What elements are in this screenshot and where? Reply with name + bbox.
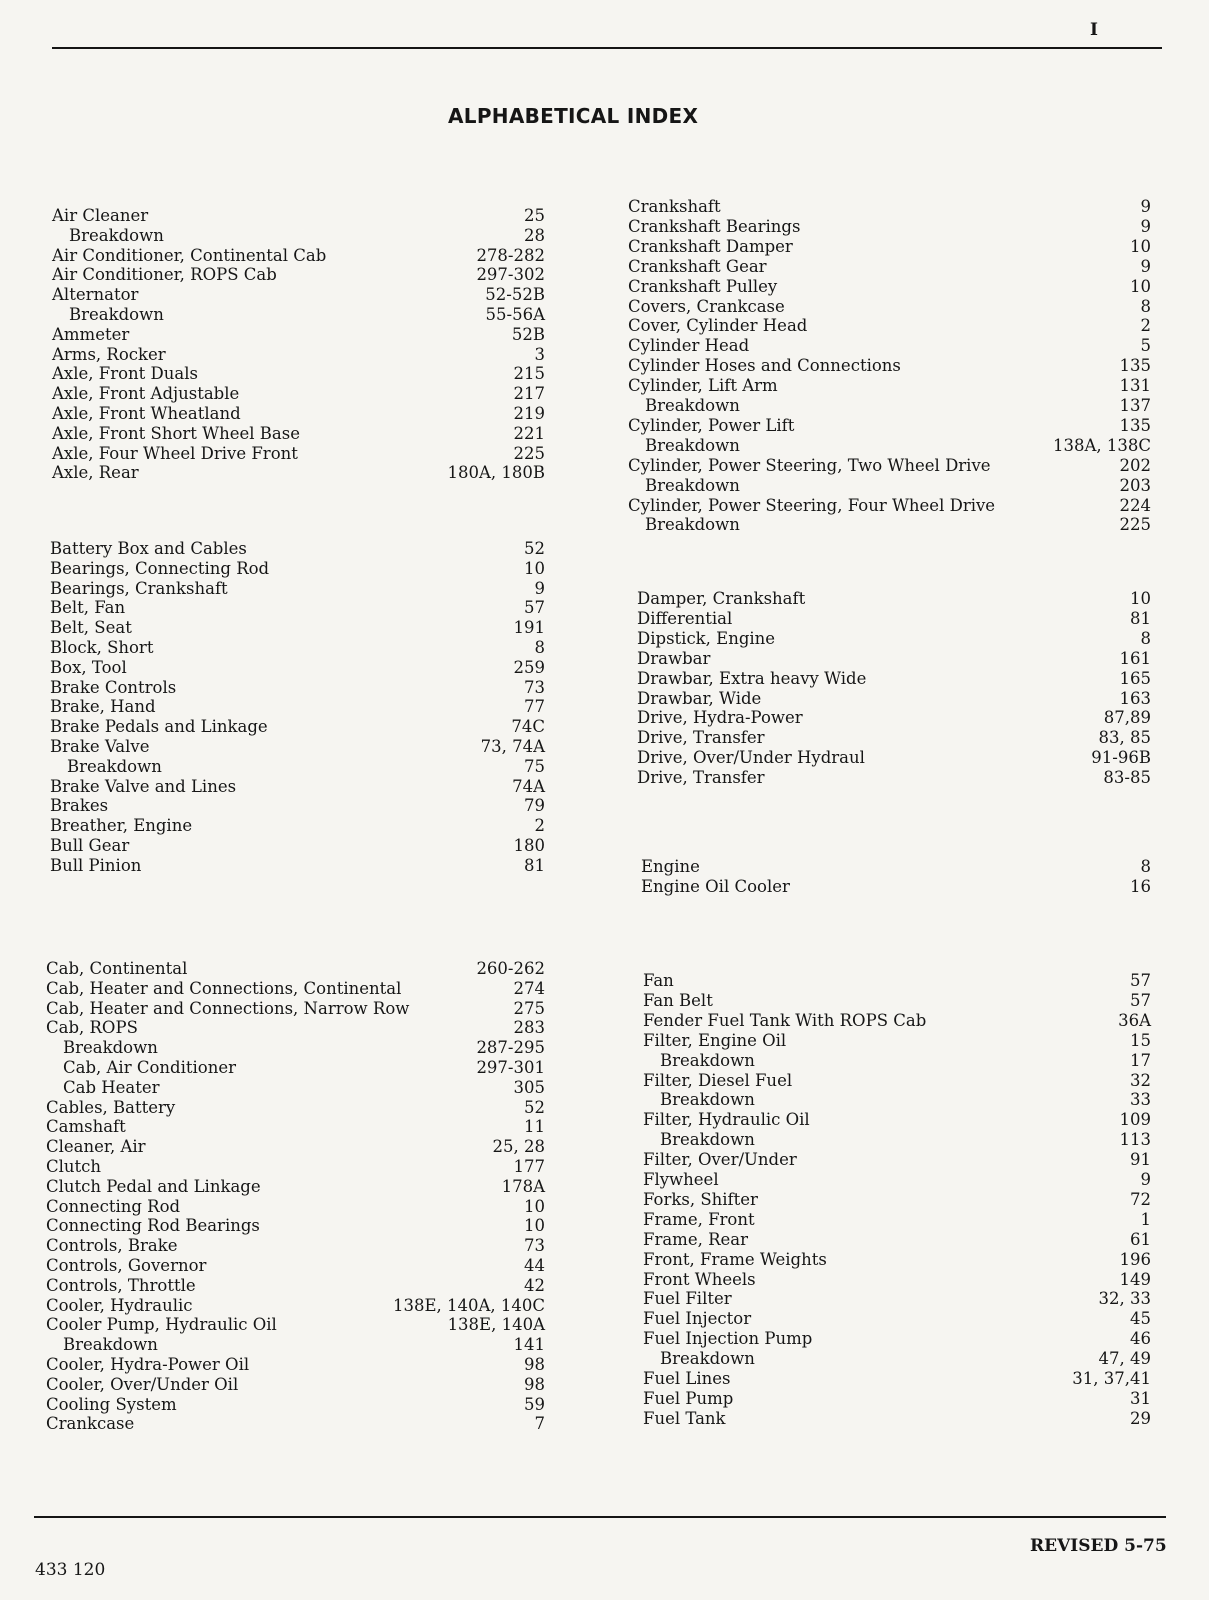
entry-pages: 2 [534, 816, 545, 836]
entry-label: Fuel Lines [643, 1369, 731, 1388]
entry-label: Air Cleaner [52, 206, 149, 225]
entry-label: Cylinder, Lift Arm [628, 376, 778, 396]
entry-label: Breakdown [645, 435, 740, 455]
entry-pages: 178A [501, 1176, 545, 1196]
entry-label: Forks, Shifter [643, 1189, 758, 1209]
entry-label: Drawbar, Extra heavy Wide [637, 668, 867, 688]
entry-label: Breakdown [67, 756, 162, 776]
entry-label: Fuel Filter [643, 1289, 732, 1309]
entry-pages: 77 [524, 697, 545, 717]
entry-pages: 259 [513, 657, 545, 677]
entry-pages: 73, 74A [480, 737, 545, 756]
entry-pages: 135 [1119, 356, 1151, 376]
entry-pages: 221 [513, 423, 545, 443]
entry-pages: 1 [1140, 1209, 1151, 1229]
entry-pages: 10 [524, 558, 545, 578]
entry-pages: 73 [524, 677, 545, 697]
entry-pages: 113 [1119, 1130, 1151, 1150]
entry-pages: 79 [524, 796, 545, 816]
entry-label: Crankshaft [628, 197, 721, 216]
entry-label: Drawbar, Wide [637, 688, 762, 708]
entry-pages: 87,89 [1103, 708, 1151, 728]
entry-pages: 203 [1119, 475, 1151, 495]
entry-pages: 91 [1130, 1150, 1151, 1170]
entry-label: Drive, Transfer [637, 768, 765, 788]
entry-label: Axle, Front Short Wheel Base [52, 423, 300, 443]
entry-label: Alternator [52, 285, 139, 305]
entry-pages: 161 [1119, 648, 1151, 668]
entry-label: Cylinder Head [628, 336, 750, 356]
entry-label: Drive, Hydra-Power [637, 708, 803, 728]
entry-label: Connecting Rod [46, 1196, 181, 1216]
page-title: ALPHABETICAL INDEX [448, 104, 699, 128]
entry-pages: 8 [534, 638, 545, 657]
entry-label: Frame, Front [643, 1209, 755, 1229]
entry-label: Dipstick, Engine [637, 628, 776, 648]
entry-label: Axle, Rear [52, 463, 139, 483]
entry-pages: 260-262 [476, 959, 545, 978]
entry-pages: 138E, 140A [447, 1315, 545, 1335]
entry-pages: 217 [513, 384, 545, 404]
entry-pages: 163 [1119, 688, 1151, 708]
top-rule [52, 47, 1162, 49]
entry-label: Air Conditioner, Continental Cab [52, 245, 327, 265]
entry-label: Cab, Air Conditioner [63, 1058, 236, 1077]
entry-pages: 81 [524, 855, 545, 875]
entry-pages: 8 [1140, 857, 1151, 876]
entry-label: Cylinder Hoses and Connections [628, 356, 901, 376]
entry-pages: 36A [1118, 1010, 1151, 1030]
entry-pages: 305 [513, 1077, 545, 1097]
entry-pages: 61 [1130, 1229, 1151, 1249]
entry-label: Cab, Heater and Connections, Narrow Row [46, 998, 410, 1018]
entry-label: Connecting Rod Bearings [46, 1216, 260, 1236]
entry-label: Front, Frame Weights [643, 1249, 827, 1269]
entry-pages: 52 [524, 539, 545, 558]
entry-label: Crankshaft Damper [628, 236, 793, 256]
entry-pages: 149 [1119, 1269, 1151, 1289]
entry-pages: 8 [1140, 296, 1151, 316]
entry-label: Bull Gear [50, 836, 130, 855]
entry-label: Breakdown [69, 305, 164, 324]
entry-pages: 141 [513, 1335, 545, 1355]
entry-label: Fuel Injector [643, 1309, 752, 1329]
entry-label: Cab, Heater and Connections, Continental [46, 978, 402, 998]
entry-label: Breakdown [645, 396, 740, 415]
entry-pages: 29 [1130, 1408, 1151, 1428]
entry-label: Fuel Tank [643, 1408, 726, 1428]
entry-pages: 45 [1130, 1309, 1151, 1329]
entry-label: Breakdown [660, 1090, 755, 1110]
entry-pages: 47, 49 [1098, 1349, 1151, 1369]
entry-label: Fuel Injection Pump [643, 1329, 813, 1349]
entry-label: Axle, Front Duals [52, 364, 198, 384]
entry-label: Cover, Cylinder Head [628, 316, 808, 336]
entry-pages: 75 [524, 756, 545, 776]
entry-label: Fuel Pump [643, 1388, 734, 1408]
entry-pages: 73 [524, 1236, 545, 1256]
entry-pages: 9 [1140, 197, 1151, 216]
entry-label: Breakdown [63, 1038, 158, 1058]
entry-pages: 52 [524, 1097, 545, 1117]
entry-pages: 83, 85 [1098, 728, 1151, 748]
entry-label: Fan [643, 971, 674, 990]
entry-label: Bull Pinion [50, 855, 142, 875]
entry-label: Breakdown [660, 1050, 755, 1070]
entry-pages: 98 [524, 1374, 545, 1394]
entry-label: Belt, Seat [50, 618, 132, 638]
entry-label: Drive, Over/Under Hydraul [637, 748, 865, 768]
entry-label: Block, Short [50, 638, 154, 657]
entry-label: Covers, Crankcase [628, 296, 785, 316]
entry-label: Filter, Engine Oil [643, 1030, 787, 1050]
entry-pages: 9 [1140, 1170, 1151, 1189]
entry-label: Filter, Diesel Fuel [643, 1070, 793, 1090]
entry-label: Arms, Rocker [52, 344, 166, 364]
entry-pages: 297-301 [476, 1058, 545, 1077]
entry-pages: 180A, 180B [447, 463, 545, 483]
entry-pages: 225 [513, 443, 545, 463]
entry-pages: 15 [1130, 1030, 1151, 1050]
entry-pages: 52B [511, 324, 545, 344]
entry-label: Cylinder, Power Steering, Two Wheel Drive [628, 455, 991, 475]
entry-label: Drawbar [637, 648, 711, 668]
revision-note: REVISED 5-75 [1030, 1536, 1167, 1556]
entry-label: Clutch Pedal and Linkage [46, 1176, 261, 1196]
entry-pages: 137 [1119, 396, 1151, 415]
entry-pages: 275 [513, 998, 545, 1018]
entry-pages: 196 [1119, 1249, 1151, 1269]
entry-label: Cylinder, Power Lift [628, 415, 795, 435]
entry-pages: 57 [524, 598, 545, 618]
entry-label: Brakes [50, 796, 109, 816]
entry-label: Damper, Crankshaft [637, 589, 806, 608]
entry-pages: 11 [524, 1117, 545, 1137]
entry-pages: 8 [1140, 628, 1151, 648]
entry-pages: 7 [534, 1414, 545, 1434]
entry-pages: 32, 33 [1098, 1289, 1151, 1309]
entry-pages: 225 [1119, 515, 1151, 535]
entry-label: Filter, Hydraulic Oil [643, 1110, 810, 1130]
entry-pages: 52-52B [485, 285, 545, 305]
entry-label: Brake Valve [50, 737, 150, 756]
entry-label: Cab Heater [63, 1077, 160, 1097]
entry-label: Frame, Rear [643, 1229, 748, 1249]
entry-label: Breakdown [69, 225, 164, 245]
entry-pages: 31, 37,41 [1072, 1369, 1151, 1388]
entry-pages: 72 [1130, 1189, 1151, 1209]
entry-pages: 278-282 [476, 245, 545, 265]
entry-pages: 10 [1130, 589, 1151, 608]
entry-pages: 297-302 [476, 265, 545, 285]
entry-label: Fan Belt [643, 990, 713, 1010]
entry-label: Cooler, Hydra-Power Oil [46, 1355, 250, 1374]
entry-label: Breakdown [645, 515, 740, 535]
entry-pages: 17 [1130, 1050, 1151, 1070]
entry-label: Axle, Front Wheatland [52, 404, 241, 423]
entry-label: Brake Pedals and Linkage [50, 717, 268, 737]
entry-label: Cooler, Over/Under Oil [46, 1374, 239, 1394]
entry-label: Fender Fuel Tank With ROPS Cab [643, 1010, 927, 1030]
entry-label: Engine [641, 857, 700, 876]
entry-label: Crankcase [46, 1414, 135, 1434]
entry-pages: 3 [534, 344, 545, 364]
entry-pages: 28 [524, 225, 545, 245]
entry-pages: 219 [513, 404, 545, 423]
entry-label: Belt, Fan [50, 598, 126, 618]
entry-label: Bearings, Crankshaft [50, 578, 228, 598]
entry-label: Controls, Governor [46, 1256, 207, 1275]
entry-label: Controls, Throttle [46, 1275, 196, 1295]
entry-label: Clutch [46, 1157, 102, 1176]
entry-pages: 44 [524, 1256, 545, 1275]
entry-pages: 57 [1130, 990, 1151, 1010]
entry-label: Breakdown [63, 1335, 158, 1355]
entry-pages: 31 [1130, 1388, 1151, 1408]
entry-pages: 274 [513, 978, 545, 998]
entry-pages: 202 [1119, 455, 1151, 475]
entry-label: Filter, Over/Under [643, 1150, 797, 1170]
entry-pages: 10 [524, 1196, 545, 1216]
entry-pages: 9 [1140, 256, 1151, 276]
entry-pages: 16 [1130, 876, 1151, 896]
entry-pages: 25 [524, 206, 545, 225]
entry-pages: 91-96B [1091, 748, 1151, 768]
entry-label: Crankshaft Pulley [628, 276, 778, 296]
entry-pages: 98 [524, 1355, 545, 1374]
entry-label: Cooling System [46, 1394, 177, 1414]
entry-pages: 10 [1130, 236, 1151, 256]
page-number: I [1090, 20, 1098, 40]
entry-label: Cab, ROPS [46, 1018, 138, 1038]
entry-label: Crankshaft Bearings [628, 216, 801, 236]
entry-pages: 131 [1119, 376, 1151, 396]
entry-label: Breakdown [645, 475, 740, 495]
entry-label: Front Wheels [643, 1269, 756, 1289]
entry-label: Axle, Front Adjustable [52, 384, 240, 404]
entry-pages: 59 [524, 1394, 545, 1414]
entry-label: Camshaft [46, 1117, 126, 1137]
bottom-rule [34, 1516, 1166, 1518]
entry-pages: 138E, 140A, 140C [392, 1295, 545, 1315]
entry-pages: 55-56A [485, 305, 545, 324]
entry-pages: 42 [524, 1275, 545, 1295]
entry-label: Air Conditioner, ROPS Cab [52, 265, 277, 285]
entry-pages: 5 [1140, 336, 1151, 356]
entry-label: Cooler Pump, Hydraulic Oil [46, 1315, 277, 1335]
entry-label: Bearings, Connecting Rod [50, 558, 270, 578]
entry-label: Ammeter [52, 324, 130, 344]
entry-label: Cables, Battery [46, 1097, 176, 1117]
entry-label: Brake Controls [50, 677, 177, 697]
entry-pages: 74A [512, 776, 545, 796]
entry-pages: 74C [511, 717, 545, 737]
entry-pages: 25, 28 [492, 1137, 545, 1157]
entry-label: Differential [637, 608, 733, 628]
entry-pages: 33 [1130, 1090, 1151, 1110]
entry-label: Cylinder, Power Steering, Four Wheel Drive [628, 495, 996, 515]
document-number: 433 120 [35, 1560, 106, 1580]
entry-pages: 224 [1119, 495, 1151, 515]
entry-label: Cleaner, Air [46, 1137, 146, 1157]
entry-label: Engine Oil Cooler [641, 876, 790, 896]
entry-pages: 215 [513, 364, 545, 384]
entry-label: Breakdown [660, 1349, 755, 1369]
entry-label: Controls, Brake [46, 1236, 178, 1256]
entry-label: Axle, Four Wheel Drive Front [52, 443, 298, 463]
entry-label: Flywheel [643, 1170, 719, 1189]
entry-label: Brake, Hand [50, 697, 156, 717]
entry-label: Drive, Transfer [637, 728, 765, 748]
entry-pages: 109 [1119, 1110, 1151, 1130]
entry-label: Breakdown [660, 1130, 755, 1150]
entry-pages: 138A, 138C [1052, 435, 1151, 455]
entry-pages: 165 [1119, 668, 1151, 688]
entry-pages: 83-85 [1103, 768, 1151, 788]
entry-pages: 57 [1130, 971, 1151, 990]
entry-pages: 177 [513, 1157, 545, 1176]
entry-pages: 32 [1130, 1070, 1151, 1090]
entry-pages: 287-295 [476, 1038, 545, 1058]
entry-pages: 2 [1140, 316, 1151, 336]
entry-pages: 46 [1130, 1329, 1151, 1349]
entry-pages: 191 [513, 618, 545, 638]
entry-label: Battery Box and Cables [50, 539, 247, 558]
entry-pages: 180 [513, 836, 545, 855]
entry-label: Brake Valve and Lines [50, 776, 237, 796]
entry-pages: 81 [1130, 608, 1151, 628]
entry-pages: 9 [1140, 216, 1151, 236]
entry-label: Box, Tool [50, 657, 127, 677]
entry-pages: 135 [1119, 415, 1151, 435]
entry-label: Cab, Continental [46, 959, 188, 978]
entry-label: Cooler, Hydraulic [46, 1295, 193, 1315]
entry-label: Crankshaft Gear [628, 256, 767, 276]
entry-pages: 283 [513, 1018, 545, 1038]
entry-pages: 10 [1130, 276, 1151, 296]
entry-label: Breather, Engine [50, 816, 193, 836]
entry-pages: 10 [524, 1216, 545, 1236]
entry-pages: 9 [534, 578, 545, 598]
